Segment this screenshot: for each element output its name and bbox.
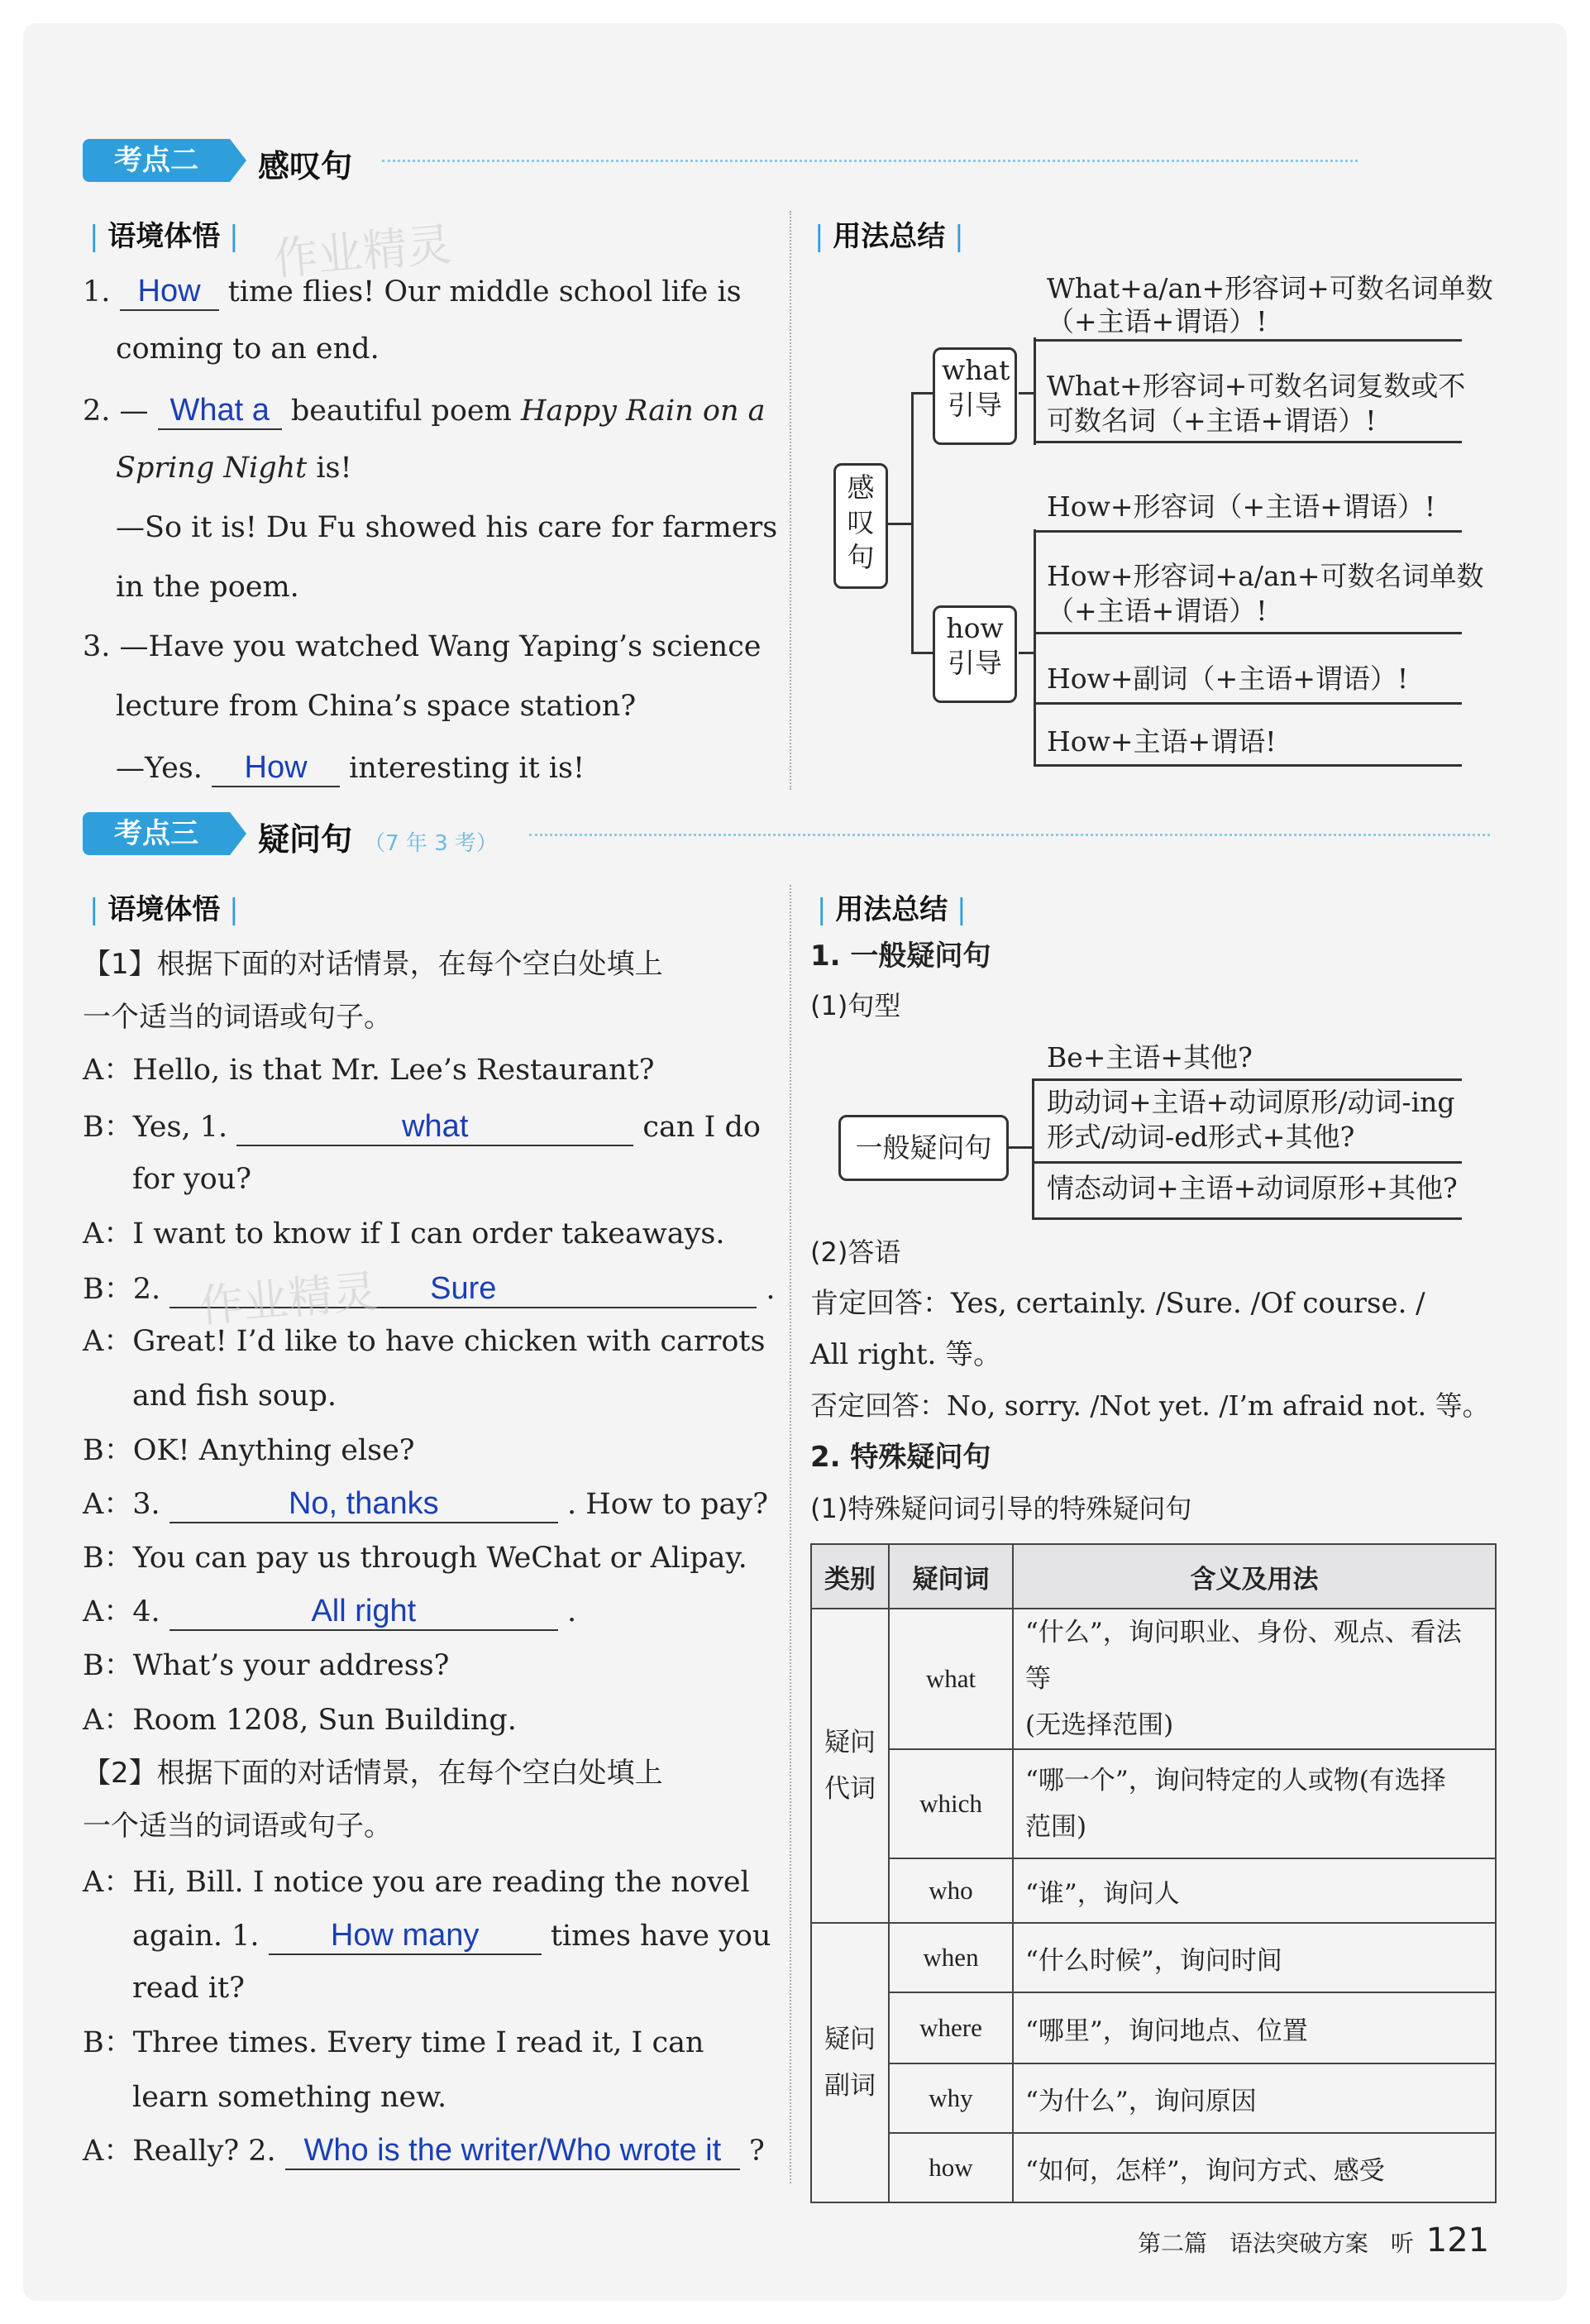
rule-line (1034, 339, 1462, 342)
summary-s1: (1)句型 (810, 990, 901, 1021)
s2-q3-answer: How (212, 749, 340, 787)
ex1-line: B：Yes, 1. what can I do (83, 1108, 761, 1146)
summary-h2: 2. 特殊疑问句 (810, 1441, 991, 1474)
rule-line (1032, 1161, 1462, 1164)
summary-positive: 肯定回答：Yes, certainly. /Sure. /Of course. / (810, 1287, 1425, 1320)
table-row (811, 2063, 1496, 2133)
summary-s3: (1)特殊疑问词引导的特殊疑问句 (810, 1493, 1192, 1524)
connector (911, 392, 914, 653)
rule-line (1034, 441, 1462, 443)
table-meaning: “如何，怎样”，询问方式、感受 (1013, 2133, 1496, 2202)
s2-q2-cont: Spring Night is! (116, 452, 352, 485)
yn-rule-2b: 形式/动词-ed形式+其他? (1047, 1121, 1355, 1153)
rule-line (1034, 632, 1462, 634)
connector (1009, 1146, 1032, 1149)
column-divider (790, 885, 791, 2183)
mindmap-what-node: what引导 (933, 347, 1017, 445)
ex1-line: B：You can pay us through WeChat or Alipay. (83, 1542, 747, 1575)
connector (1034, 529, 1036, 764)
yn-rule-2: 助动词+主语+动词原形/动词-ing (1047, 1086, 1455, 1118)
table-meaning: “为什么”，询问原因 (1013, 2063, 1496, 2133)
table-meaning: “哪一个”，询问特定的人或物(有选择 范围) (1013, 1749, 1496, 1858)
rule-line (1032, 1078, 1462, 1081)
ex1-line: B：2. Sure . (83, 1270, 776, 1308)
ex2-line: B：Three times. Every time I read it, I can (83, 2026, 704, 2059)
divider-dotted (382, 160, 1358, 162)
mindmap-how-node: how引导 (933, 605, 1017, 703)
ex1-answer-3: No, thanks (170, 1485, 558, 1523)
rule-line (1034, 764, 1462, 767)
table-word: how (889, 2133, 1013, 2202)
ex1-line: A：3. No, thanks . How to pay? (83, 1485, 768, 1523)
mindmap-root: 感叹句 (833, 463, 888, 589)
connector (1034, 337, 1036, 445)
connector (1019, 652, 1034, 654)
summary-s2: (2)答语 (810, 1236, 901, 1268)
table-header: 疑问词 (889, 1544, 1013, 1609)
divider-dotted (529, 834, 1490, 836)
table-row (811, 1923, 1496, 1992)
ex1-line: A：Room 1208, Sun Building. (83, 1704, 517, 1737)
section3-title: 疑问句 （7 年 3 考） (258, 821, 498, 858)
s2-q2-reply-cont: in the poem. (116, 571, 299, 604)
s2-q3-cont: lecture from China’s space station? (116, 690, 637, 723)
summary-positive-cont: All right. 等。 (810, 1338, 1002, 1371)
ex1-line: A：4. All right . (83, 1593, 576, 1631)
watermark: 作业精灵 (197, 1265, 380, 1333)
ex1-answer-4: All right (170, 1593, 558, 1631)
rule-line (1034, 530, 1462, 533)
what-rule-2: What+形容词+可数名词复数或不 (1047, 370, 1466, 402)
what-rule-1b: （+主语+谓语）! (1047, 305, 1268, 337)
yn-root: 一般疑问句 (838, 1115, 1009, 1181)
summary-h1: 1. 一般疑问句 (810, 940, 991, 973)
page-number: 121 (1425, 2221, 1490, 2259)
ex1-line: B：What’s your address? (83, 1649, 450, 1682)
s2-q2: 2. — What a beautiful poem Happy Rain on a (83, 392, 766, 430)
section3-tag: 考点三 (83, 812, 230, 855)
connector (888, 523, 913, 525)
connector (1032, 1078, 1034, 1219)
table-group-cell: 疑问副词 (811, 1923, 889, 2202)
footer-listen: 听 (1390, 2230, 1414, 2257)
s2-q1-answer: How (120, 273, 219, 311)
table-word: where (889, 1992, 1013, 2063)
s2-q1-cont: coming to an end. (116, 332, 380, 366)
ex2-line: again. 1. How many times have you (132, 1917, 771, 1955)
table-meaning: “哪里”，询问地点、位置 (1013, 1992, 1496, 2063)
how-rule-1: How+形容词（+主语+谓语）! (1047, 490, 1436, 523)
connector (911, 652, 933, 654)
ex1-intro: 【1】根据下面的对话情景，在每个空白处填上 (83, 948, 663, 981)
rule-line (1032, 1217, 1462, 1220)
ex1-line: for you? (132, 1163, 252, 1196)
ex1-line: A：Hello, is that Mr. Lee’s Restaurant? (83, 1054, 655, 1087)
footer-name: 语法突破方案 (1229, 2230, 1368, 2257)
ex1-line: B：OK! Anything else? (83, 1434, 415, 1467)
table-row (811, 1609, 1496, 1749)
table-meaning: “什么”，询问职业、身份、观点、看法等 (无选择范围) (1013, 1609, 1496, 1749)
section3-right-header: | 用法总结 | (817, 893, 967, 926)
table-word: who (889, 1858, 1013, 1923)
ex2-intro: 【2】根据下面的对话情景，在每个空白处填上 (83, 1757, 663, 1790)
page-footer (1138, 2221, 1489, 2259)
table-word: which (889, 1749, 1013, 1858)
how-rule-4: How+主语+谓语! (1047, 725, 1277, 758)
ex2-intro-cont: 一个适当的词语或句子。 (83, 1810, 392, 1843)
ex2-line: learn something new. (132, 2081, 447, 2114)
table-header: 类别 (811, 1544, 889, 1609)
ex2-line: read it? (132, 1972, 245, 2005)
yn-rule-1: Be+主语+其他? (1047, 1041, 1253, 1074)
ex1-answer-2: Sure (170, 1270, 757, 1308)
ex1-intro-cont: 一个适当的词语或句子。 (83, 1001, 392, 1034)
how-rule-3: How+副词（+主语+谓语）! (1047, 662, 1409, 695)
how-rule-2: How+形容词+a/an+可数名词单数 (1047, 560, 1484, 592)
table-row (811, 1749, 1496, 1858)
rule-line (1034, 702, 1462, 705)
section3-left-header: | 语境体悟 | (89, 893, 239, 926)
ex1-line: A：I want to know if I can order takeaways. (83, 1217, 725, 1250)
what-rule-2b: 可数名词（+主语+谓语）! (1047, 404, 1377, 437)
table-word: why (889, 2063, 1013, 2133)
question-word-table (810, 1543, 1497, 2203)
connector (1019, 392, 1034, 395)
table-row (811, 1992, 1496, 2063)
ex2-line: A：Really? 2. Who is the writer/Who wrote it ? (83, 2132, 765, 2170)
s2-q1: 1. How time flies! Our middle school life is (83, 273, 742, 311)
yn-rule-3: 情态动词+主语+动词原形+其他? (1047, 1172, 1458, 1204)
watermark: 作业精灵 (271, 218, 454, 286)
table-group-cell: 疑问代词 (811, 1609, 889, 1923)
table-word: what (889, 1609, 1013, 1749)
s2-q3: 3. —Have you watched Wang Yaping’s science (83, 630, 762, 663)
table-header: 含义及用法 (1013, 1544, 1496, 1609)
section2-right-header: | 用法总结 | (814, 220, 964, 253)
how-rule-2b: （+主语+谓语）! (1047, 595, 1268, 627)
connector (911, 392, 933, 395)
summary-negative: 否定回答：No, sorry. /Not yet. /I’m afraid not. 等。 (810, 1389, 1490, 1422)
ex1-line: and fish soup. (132, 1380, 337, 1413)
table-row (811, 2133, 1496, 2202)
footer-part: 第二篇 (1138, 2230, 1208, 2257)
ex1-line: A：Great! I’d like to have chicken with carrots (83, 1325, 766, 1358)
section2-title: 感叹句 (258, 148, 353, 184)
s2-q2-reply: —So it is! Du Fu showed his care for farmers (116, 511, 778, 544)
table-meaning: “谁”，询问人 (1013, 1858, 1496, 1923)
ex2-line: A：Hi, Bill. I notice you are reading the novel (83, 1866, 750, 1899)
table-meaning: “什么时候”，询问时间 (1013, 1923, 1496, 1992)
table-row (811, 1858, 1496, 1923)
s2-q2-answer: What a (158, 392, 282, 430)
ex1-answer-1: what (236, 1108, 633, 1146)
ex2-answer-1: How many (269, 1917, 542, 1955)
s2-q3-reply: —Yes. How interesting it is! (116, 749, 585, 787)
what-rule-1: What+a/an+形容词+可数名词单数 (1047, 272, 1493, 304)
section2-tag: 考点二 (83, 139, 230, 182)
column-divider (790, 211, 791, 790)
table-word: when (889, 1923, 1013, 1992)
section2-left-header: | 语境体悟 | (89, 220, 239, 253)
ex2-answer-2: Who is the writer/Who wrote it (285, 2132, 740, 2170)
